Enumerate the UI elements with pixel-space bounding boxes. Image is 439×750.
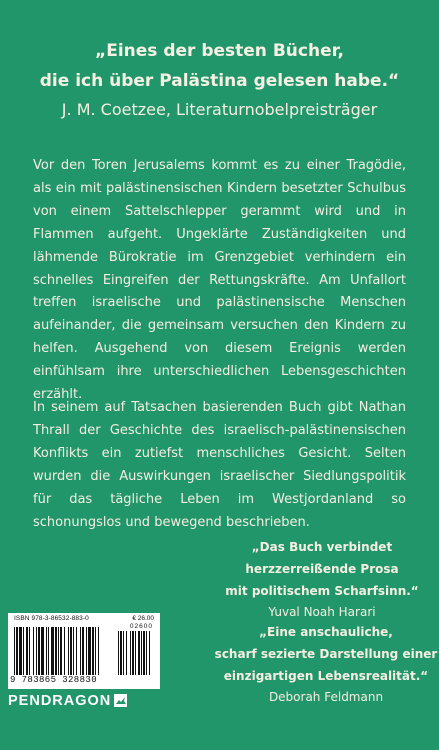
- ean-digits: 9 783865 328830: [10, 675, 98, 685]
- dragon-icon: [114, 694, 127, 707]
- review-quote-line: mit politischem Scharfsinn.“: [225, 583, 419, 598]
- review-quote-line: „Das Buch verbindet: [251, 540, 393, 554]
- price-label: € 26.00: [132, 615, 154, 622]
- blurb-paragraph-2: In seinem auf Tatsachen basierenden Buch gibt Nathan Thrall der Geschichte des israelisch-palästinensischen Konflikts ein zutiefst menschliches Gesicht. Selten wurden die Auswirkungen israelischer Siedlungspolitik für das tägliche Leben im Westjordanland so schonungslos und bewegend beschrieben.: [33, 400, 406, 530]
- review-quote-line: „Eine anschauliche,: [259, 625, 393, 639]
- publisher-logo: [8, 693, 160, 709]
- publisher-name: PENDRAGON: [8, 693, 112, 709]
- price-addon-code: 02600: [129, 623, 153, 630]
- featured-quote: [0, 36, 439, 123]
- review-quote-feldmann: [211, 622, 439, 709]
- barcode-bars: [14, 623, 154, 677]
- isbn-number: ISBN 978-3-86532-883-0: [14, 615, 89, 622]
- featured-quote-line-1: „Eines der besten Bücher,: [95, 41, 344, 61]
- review-quote-line: einzigartigen Lebensrealität.“: [223, 668, 429, 683]
- review-quote-line: scharf sezierte Darstellung einer: [214, 646, 438, 661]
- blurb-paragraph-1: Vor den Toren Jerusalems kommt es zu einer Tragödie, als ein mit palästinensischen Kindern besetzter Schulbus von einem Sattelschlepper gerammt wird und in Flammen aufgeht. Ungeklärte Zuständigkeiten und lähmende Bürokratie im Grenzgebiet verhindern ein schnelles Eingreifen der Rettungskräfte. Am Unfallort treffen israelische und palästinensische Menschen aufeinander, die gemeinsam versuchen den Kindern zu helfen. Ausgehend von diesem Ereignis werden einfühlsam ihre unterschiedlichen Lebensgeschichten erzählt.: [33, 158, 406, 403]
- isbn-barcode: [8, 613, 160, 689]
- review-quote-attribution: Yuval Noah Harari: [268, 605, 376, 620]
- review-quote-harari: [205, 537, 439, 624]
- review-quote-attribution: Deborah Feldmann: [268, 690, 384, 705]
- review-quote-line: herzzerreißende Prosa: [245, 561, 399, 576]
- featured-quote-attribution: J. M. Coetzee, Literaturnobelpreisträger: [61, 100, 378, 119]
- featured-quote-line-2: die ich über Palästina gelesen habe.“: [39, 71, 400, 91]
